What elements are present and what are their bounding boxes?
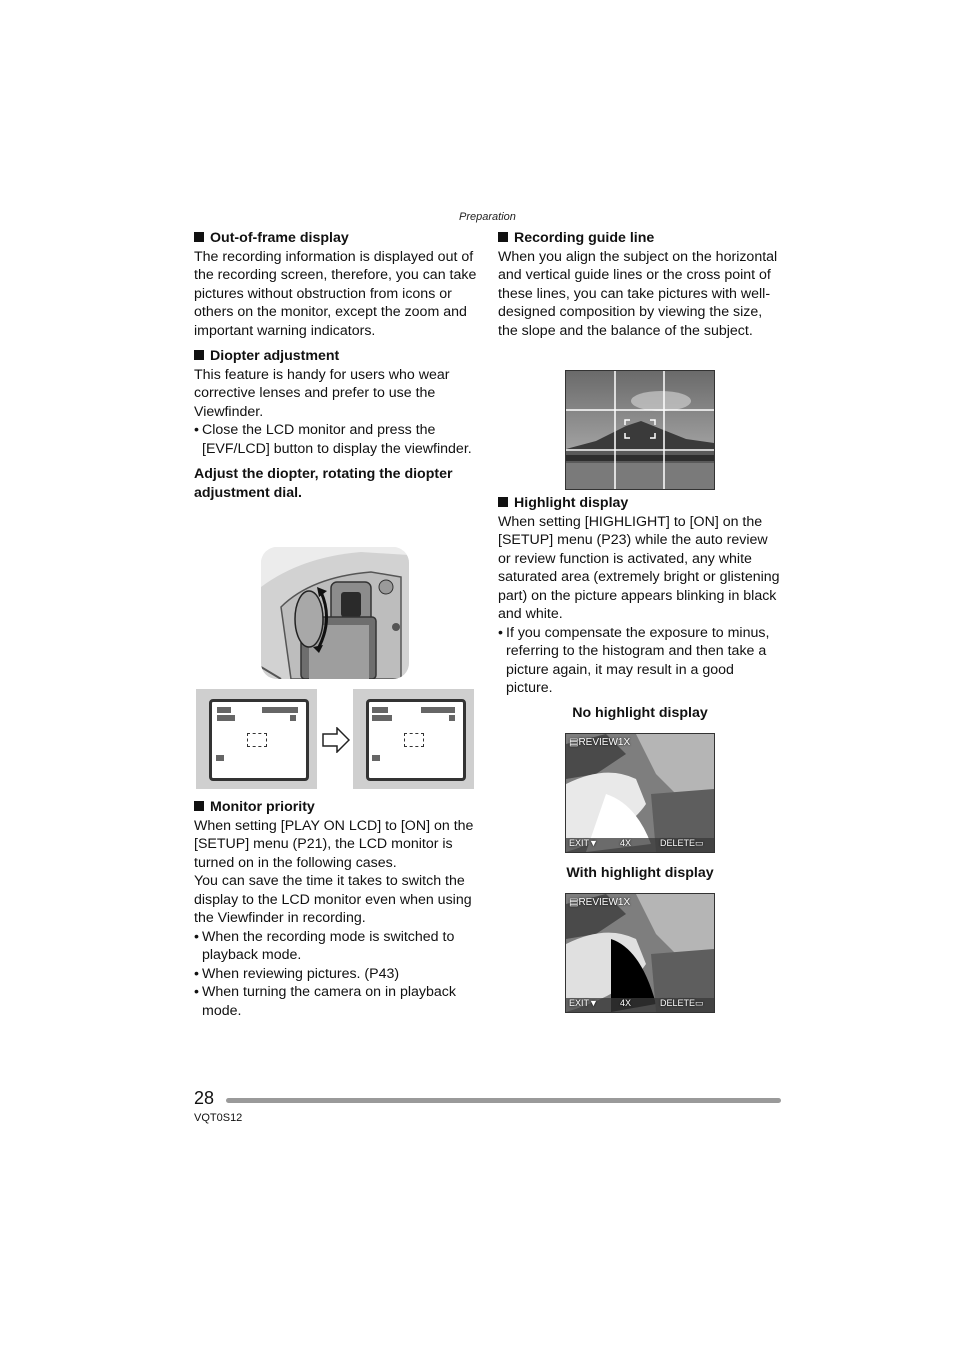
square-bullet-icon xyxy=(194,350,204,360)
with-highlight-photo xyxy=(565,893,715,1013)
monitor-priority-body2: You can save the time it takes to switch the display to the LCD monitor even when using the Viewfinder in recording. xyxy=(194,873,472,926)
list-item: • When reviewing pictures. (P43) xyxy=(194,965,479,984)
diopter-bullets xyxy=(194,421,479,458)
review-icon: ▤ xyxy=(569,737,579,748)
down-arrow-icon: ▼ xyxy=(589,998,598,1008)
square-bullet-icon xyxy=(498,232,508,242)
diopter-heading: Diopter adjustment xyxy=(194,347,479,366)
diopter-instruction: Adjust the diopter, rotating the diopter adjustment dial. xyxy=(194,466,453,501)
footer-rule xyxy=(226,1098,781,1103)
zoom-label: 4X xyxy=(620,838,632,848)
monitor-priority-section xyxy=(194,798,479,1020)
list-item: • When the recording mode is switched to playback mode. xyxy=(194,928,479,965)
list-item: • Close the LCD monitor and press the [EVF/LCD] button to display the viewfinder. xyxy=(194,421,479,458)
trash-icon: ▭ xyxy=(695,998,704,1008)
highlight-body: When setting [HIGHLIGHT] to [ON] on the [SETUP] menu (P23) while the auto review or review function is activated, any white saturated area (extremely bright or glistening part) on the picture appears blinking in black and white. xyxy=(498,513,780,622)
list-item: • When turning the camera on in playback mode. xyxy=(194,983,479,1020)
monitor-display-after xyxy=(353,689,474,789)
trash-icon: ▭ xyxy=(695,838,704,848)
square-bullet-icon xyxy=(498,497,508,507)
monitor-display-before xyxy=(196,689,317,789)
exit-label: EXIT▼ xyxy=(569,998,598,1008)
with-highlight-caption: With highlight display xyxy=(566,865,714,881)
section-label: Preparation xyxy=(459,211,516,223)
zoom-label: 4X xyxy=(620,998,632,1008)
list-item: • If you compensate the exposure to minus, referring to the histogram and then take a picture again, it may result in a good picture. xyxy=(498,624,783,698)
out-of-frame-heading: Out-of-frame display xyxy=(194,229,479,248)
square-bullet-icon xyxy=(194,801,204,811)
no-highlight-photo xyxy=(565,733,715,853)
down-arrow-icon: ▼ xyxy=(589,838,598,848)
monitor-priority-body1: When setting [PLAY ON LCD] to [ON] on the [SETUP] menu (P21), the LCD monitor is turned on in the following cases. xyxy=(194,817,474,871)
guide-line-photo xyxy=(565,370,715,490)
document-code: VQT0S12 xyxy=(194,1112,243,1124)
left-column xyxy=(194,229,479,502)
diopter-dial-illustration xyxy=(261,547,409,679)
arrow-right-icon xyxy=(322,727,350,758)
square-bullet-icon xyxy=(194,232,204,242)
review-label: ▤REVIEW1X xyxy=(569,737,631,748)
monitor-priority-bullets xyxy=(194,928,479,1021)
monitor-priority-heading: Monitor priority xyxy=(194,798,479,817)
no-highlight-caption: No highlight display xyxy=(572,705,708,721)
out-of-frame-body: The recording information is displayed out of the recording screen, therefore, you can take pictures without obstruction from icons or others on the monitor, except the zoom and important warning indicators. xyxy=(194,248,477,339)
delete-label: DELETE▭ xyxy=(660,838,704,848)
review-icon: ▤ xyxy=(569,897,579,908)
guide-line-body: When you align the subject on the horizontal and vertical guide lines or the cross point of these lines, you can take pictures with well-designed composition by viewing the size, the slope and the balance of the subject. xyxy=(498,248,778,339)
highlight-section xyxy=(498,494,783,698)
highlight-bullets xyxy=(498,624,783,698)
page-number: 28 xyxy=(194,1088,215,1108)
guide-line-heading: Recording guide line xyxy=(498,229,783,248)
review-label: ▤REVIEW1X xyxy=(569,897,631,908)
diopter-body: This feature is handy for users who wear corrective lenses and prefer to use the Viewfinder. xyxy=(194,366,450,420)
highlight-heading: Highlight display xyxy=(498,494,783,513)
delete-label: DELETE▭ xyxy=(660,998,704,1008)
right-column xyxy=(498,229,783,340)
exit-label: EXIT▼ xyxy=(569,838,598,848)
